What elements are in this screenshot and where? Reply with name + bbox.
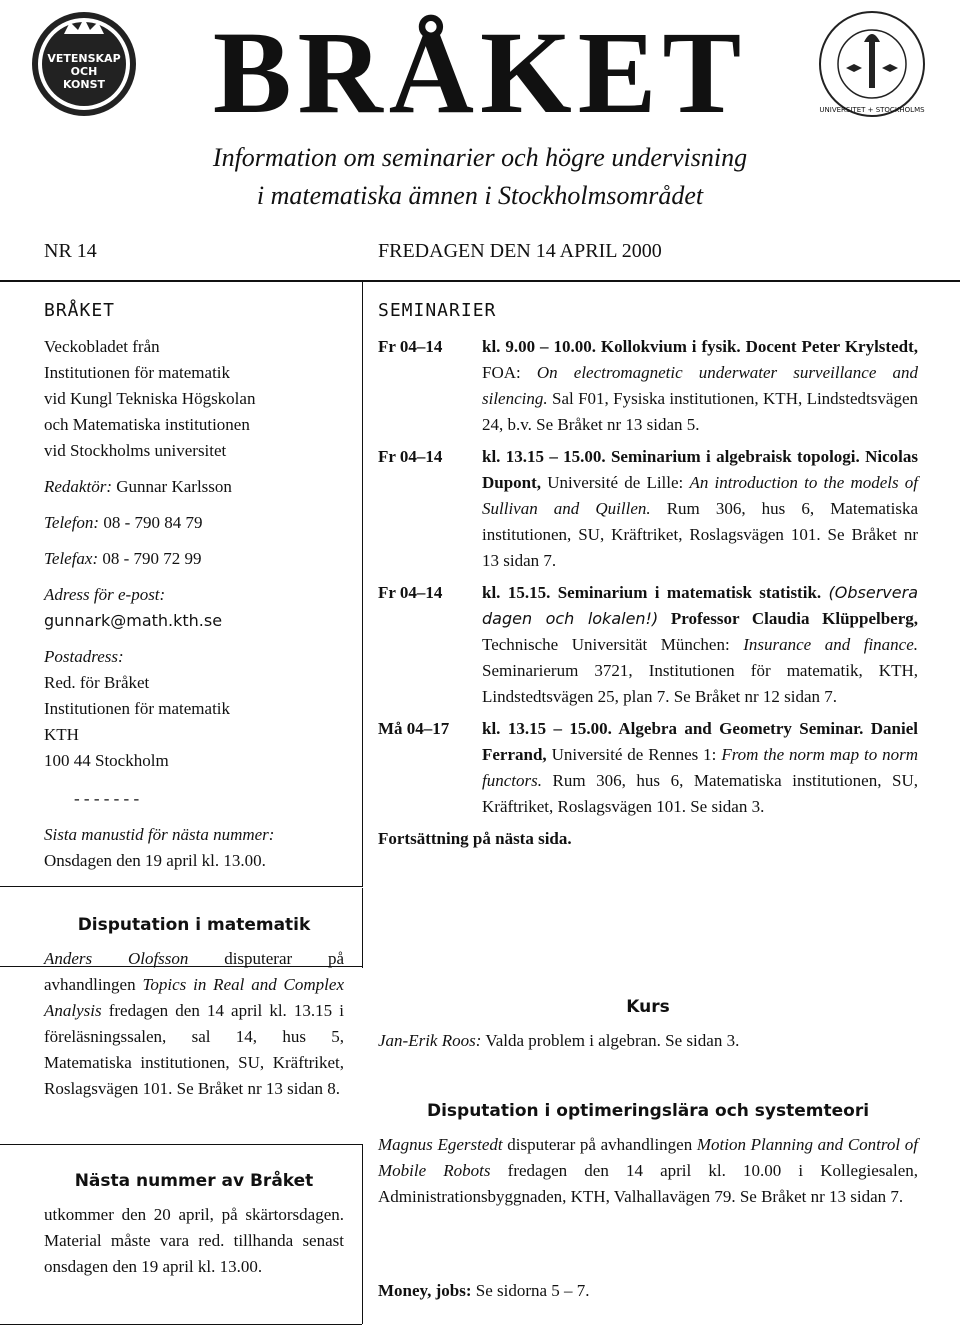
- about-line: vid Stockholms universitet: [44, 441, 227, 460]
- next-issue-heading: Nästa nummer av Bråket: [74, 1171, 314, 1191]
- column-rule: [362, 282, 363, 887]
- seminar-entry: [378, 444, 918, 574]
- phone-label: Telefon:: [44, 513, 100, 532]
- money-label: Money, jobs:: [378, 1281, 472, 1300]
- seminar-date: Fr 04–14: [378, 583, 443, 602]
- deadline-text: Onsdagen den 19 april kl. 13.00.: [44, 851, 266, 870]
- next-issue-text: utkommer den 20 april, på skärtorsdagen. Material måste vara red. tillhanda senast onsdagen den 19 april kl. 13.00.: [44, 1205, 344, 1276]
- logo-line: VETENSKAP: [47, 52, 121, 65]
- postal-line: KTH: [44, 725, 79, 744]
- subtitle-line-2: i matematiska ämnen i Stockholmsområdet: [256, 181, 704, 210]
- seminar-entry: [378, 716, 918, 820]
- logo-text: UNIVERSITET + STOCKHOLMS: [819, 106, 925, 114]
- sidebar: [44, 298, 344, 874]
- seminar-title: Insurance and finance.: [743, 635, 919, 654]
- disputation2-text: disputerar på avhandlingen: [502, 1135, 697, 1154]
- continued-note: Fortsättning på nästa sida.: [378, 829, 572, 848]
- about-line: vid Kungl Tekniska Högskolan: [44, 389, 256, 408]
- seminar-affiliation: FOA:: [482, 363, 537, 382]
- seminar-title: From the norm map to norm functors.: [482, 745, 918, 790]
- disputation-text: fredagen den 14 april kl. 13.15 i föreläsningssalen, sal 14, hus 5, Matematiska institutionen, SU, Kräftriket, Roslagsvägen 101. Se Bråket nr 13 sidan 8.: [44, 1001, 344, 1098]
- seminar-entry: [378, 334, 918, 438]
- disputation2-thesis: Motion Planning and Control of Mobile Robots: [378, 1135, 918, 1180]
- disputation2-person: Magnus Egerstedt: [378, 1135, 503, 1154]
- separator-dashes: - - - - - - -: [74, 789, 140, 808]
- left-rule-2: [0, 1144, 362, 1145]
- disputation2-heading: Disputation i optimeringslära och systemteori: [426, 1101, 870, 1121]
- seminar-title: On electromagnetic underwater surveillance and silencing.: [482, 363, 919, 408]
- seminar-date: Må 04–17: [378, 719, 450, 738]
- about-line: Veckobladet från: [44, 337, 160, 356]
- seminar-title: An introduction to the models of Sullivan and Quillen.: [482, 473, 919, 518]
- subtitle-line-1: Information om seminarier och högre undervisning: [212, 143, 748, 172]
- seminar-speaker: Nicolas Dupont,: [482, 447, 918, 492]
- seminar-place: Rum 306, hus 6, Matematiska institutionen, SU, Kräftriket, Roslagsvägen 101. Se sidan 3.: [482, 771, 918, 816]
- about-line: och Matematiska institutionen: [44, 415, 250, 434]
- kth-logo: [28, 8, 140, 120]
- email-label: Adress för e-post:: [44, 585, 166, 604]
- postal-line: 100 44 Stockholm: [44, 751, 169, 770]
- seminar-entry: [378, 580, 918, 710]
- logo-line: OCH: [70, 65, 98, 78]
- seminar-affiliation: Université de Lille:: [541, 473, 690, 492]
- postal-line: Red. för Bråket: [44, 673, 150, 692]
- seminars: [378, 298, 918, 852]
- seminar-speaker: Professor Claudia Klüppelberg,: [658, 609, 919, 628]
- issue-date: FREDAGEN DEN 14 APRIL 2000: [378, 240, 662, 262]
- disputation-person: Anders Olofsson: [44, 949, 189, 968]
- seminar-place: Rum 306, hus 6, Matematiska institutionen, SU, Kräftriket, Roslagsvägen 101. Se Bråket nr 13 sidan 7.: [482, 499, 918, 570]
- about-line: Institutionen för matematik: [44, 363, 231, 382]
- bottom-rule: [0, 1324, 362, 1325]
- course-person: Jan-Erik Roos:: [378, 1031, 482, 1050]
- email-address[interactable]: gunnark@math.kth.se: [44, 611, 223, 630]
- disputation-text: disputerar på avhandlingen: [44, 949, 344, 994]
- money-text: Se sidorna 5 – 7.: [471, 1281, 590, 1300]
- su-logo: [816, 8, 928, 120]
- seminar-date: Fr 04–14: [378, 337, 443, 356]
- disputation2-block: [378, 1098, 918, 1210]
- seminar-time: kl. 15.15. Seminarium i matematisk statistik.: [482, 583, 822, 602]
- seminar-place: Seminarierum 3721, Institutionen för matematik, KTH, Lindstedtsvägen 25, plan 7. Se Bråket nr 12 sidan 7.: [482, 661, 918, 706]
- money-block: [378, 1278, 918, 1304]
- postal-line: Institutionen för matematik: [44, 699, 231, 718]
- seminar-time: kl. 13.15 – 15.00. Algebra and Geometry Seminar.: [482, 719, 864, 738]
- course-heading: Kurs: [626, 997, 670, 1017]
- masthead-title: BRÅKET: [212, 7, 748, 138]
- left-rule-1: [0, 886, 362, 887]
- editor-name: Gunnar Karlsson: [116, 477, 232, 496]
- seminar-speaker: Daniel Ferrand,: [482, 719, 918, 764]
- seminar-affiliation: Technische Universität München:: [482, 635, 744, 654]
- next-issue-block: [44, 1168, 344, 1280]
- column-rule-3: [362, 1144, 363, 1324]
- postal-label: Postadress:: [44, 647, 124, 666]
- seminar-speaker: Docent Peter Krylstedt,: [745, 337, 918, 356]
- top-rule: [0, 280, 960, 282]
- seminar-place: Sal F01, Fysiska institutionen, KTH, Lindstedtsvägen 24, b.v. Se Bråket nr 13 sidan 5.: [482, 389, 918, 434]
- seminar-date: Fr 04–14: [378, 447, 443, 466]
- seminar-note: (Observera dagen och lokalen!): [482, 583, 918, 628]
- course-text: Valda problem i algebran. Se sidan 3.: [481, 1031, 740, 1050]
- logo-line: KONST: [62, 78, 105, 91]
- course-block: [378, 994, 918, 1054]
- disputation-block: [44, 912, 344, 1102]
- seminar-affiliation: Université de Rennes 1:: [546, 745, 722, 764]
- seminar-time: kl. 13.15 – 15.00. Seminarium i algebraisk topologi.: [482, 447, 860, 466]
- issue-number: NR 14: [44, 240, 97, 262]
- disputation-thesis: Topics in Real and Complex Analysis: [44, 975, 344, 1020]
- fax-label: Telefax:: [44, 549, 99, 568]
- editor-label: Redaktör:: [44, 477, 112, 496]
- disputation-heading: Disputation i matematik: [77, 915, 311, 935]
- sidebar-heading: BRÅKET: [44, 300, 116, 321]
- column-rule-2: [362, 888, 363, 968]
- seminars-heading: SEMINARIER: [378, 300, 497, 321]
- deadline-label: Sista manustid för nästa nummer:: [44, 825, 275, 844]
- fax-number: 08 - 790 72 99: [102, 549, 202, 568]
- disputation2-text: fredagen den 14 april kl. 10.00 i Kollegiesalen, Administrationsbyggnaden, KTH, Valhallavägen 79. Se Bråket nr 13 sidan 7.: [378, 1161, 918, 1206]
- phone-number: 08 - 790 84 79: [103, 513, 203, 532]
- seminar-time: kl. 9.00 – 10.00. Kollokvium i fysik.: [482, 337, 741, 356]
